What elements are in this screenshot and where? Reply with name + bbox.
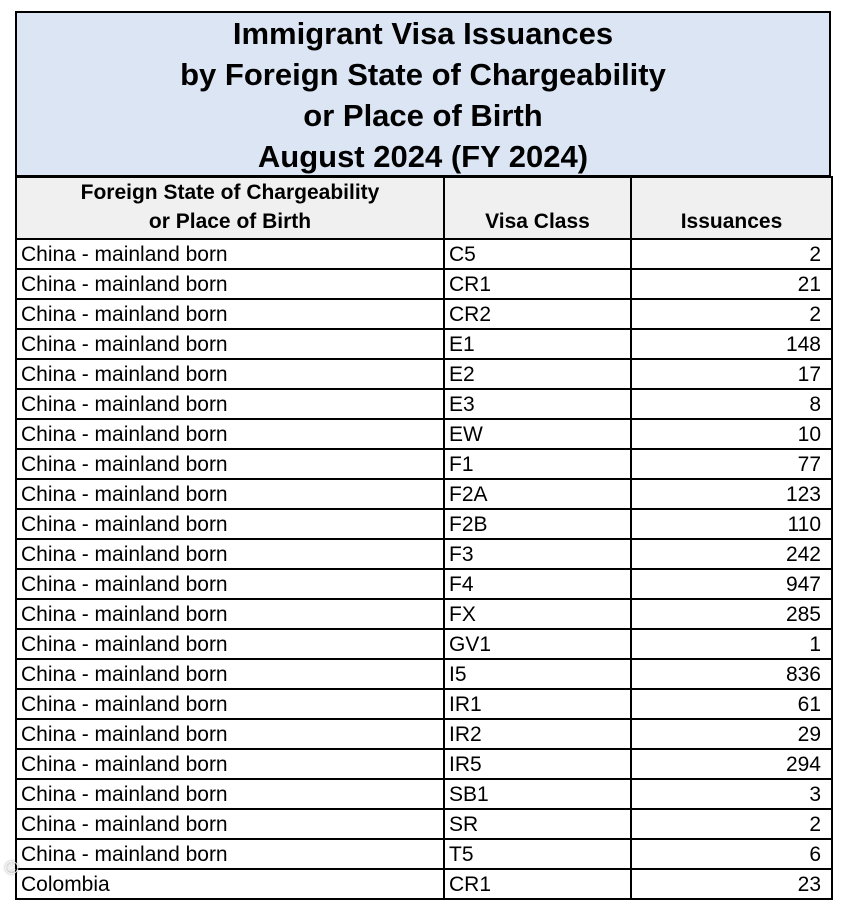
cell-issuances: 285 xyxy=(631,599,832,629)
table-row xyxy=(16,629,832,659)
cell-place: China - mainland born xyxy=(16,479,444,509)
table-row xyxy=(16,749,832,779)
cell-issuances: 2 xyxy=(631,809,832,839)
cell-visa-class: FX xyxy=(444,599,631,629)
cell-place: China - mainland born xyxy=(16,389,444,419)
table-row xyxy=(16,299,832,329)
cell-issuances: 6 xyxy=(631,839,832,869)
table-row xyxy=(16,449,832,479)
cell-visa-class: F1 xyxy=(444,449,631,479)
cell-place: China - mainland born xyxy=(16,329,444,359)
cell-place: China - mainland born xyxy=(16,299,444,329)
cell-visa-class: I5 xyxy=(444,659,631,689)
cell-place: China - mainland born xyxy=(16,719,444,749)
header-row xyxy=(16,177,832,239)
cell-issuances: 148 xyxy=(631,329,832,359)
table-row xyxy=(16,239,832,269)
cell-place: China - mainland born xyxy=(16,629,444,659)
cell-visa-class: CR2 xyxy=(444,299,631,329)
cell-issuances: 77 xyxy=(631,449,832,479)
cell-issuances: 29 xyxy=(631,719,832,749)
cell-visa-class: E1 xyxy=(444,329,631,359)
cell-place: Colombia xyxy=(16,869,444,899)
table-row xyxy=(16,509,832,539)
cell-visa-class: F3 xyxy=(444,539,631,569)
cell-issuances: 836 xyxy=(631,659,832,689)
cell-issuances: 110 xyxy=(631,509,832,539)
cell-issuances: 3 xyxy=(631,779,832,809)
table-row xyxy=(16,779,832,809)
column-header-place xyxy=(16,177,444,239)
table-row xyxy=(16,269,832,299)
table-row xyxy=(16,659,832,689)
table-row xyxy=(16,569,832,599)
cell-place: China - mainland born xyxy=(16,449,444,479)
cell-visa-class: F4 xyxy=(444,569,631,599)
cell-place: China - mainland born xyxy=(16,809,444,839)
cell-visa-class: E3 xyxy=(444,389,631,419)
table-body xyxy=(16,239,832,899)
cell-visa-class: C5 xyxy=(444,239,631,269)
cell-issuances: 123 xyxy=(631,479,832,509)
table-row xyxy=(16,599,832,629)
cell-place: China - mainland born xyxy=(16,689,444,719)
report-title-line-1: Immigrant Visa Issuances xyxy=(232,16,614,51)
cell-place: China - mainland born xyxy=(16,509,444,539)
cell-place: China - mainland born xyxy=(16,539,444,569)
cell-visa-class: IR5 xyxy=(444,749,631,779)
column-header-visa-class: Visa Class xyxy=(444,177,631,239)
report-title-line-3: or Place of Birth xyxy=(303,98,543,133)
cell-issuances: 61 xyxy=(631,689,832,719)
cell-issuances: 947 xyxy=(631,569,832,599)
cell-visa-class: T5 xyxy=(444,839,631,869)
cell-place: China - mainland born xyxy=(16,599,444,629)
cell-visa-class: F2B xyxy=(444,509,631,539)
cell-place: China - mainland born xyxy=(16,359,444,389)
cell-visa-class: SB1 xyxy=(444,779,631,809)
cell-visa-class: CR1 xyxy=(444,269,631,299)
column-header-place-line-1: Foreign State of Chargeability xyxy=(80,181,380,204)
cell-issuances: 242 xyxy=(631,539,832,569)
cell-visa-class: E2 xyxy=(444,359,631,389)
column-header-place-line-2: or Place of Birth xyxy=(148,210,312,233)
cell-issuances: 8 xyxy=(631,389,832,419)
cell-visa-class: IR2 xyxy=(444,719,631,749)
report-title-box xyxy=(15,11,831,176)
table-row xyxy=(16,419,832,449)
cell-issuances: 2 xyxy=(631,299,832,329)
cell-place: China - mainland born xyxy=(16,239,444,269)
cell-visa-class: IR1 xyxy=(444,689,631,719)
table-row xyxy=(16,689,832,719)
table-row xyxy=(16,839,832,869)
cell-place: China - mainland born xyxy=(16,659,444,689)
cell-issuances: 21 xyxy=(631,269,832,299)
cell-visa-class: CR1 xyxy=(444,869,631,899)
issuance-table xyxy=(15,176,833,900)
visa-issuance-sheet xyxy=(15,11,831,900)
cell-issuances: 23 xyxy=(631,869,832,899)
cell-visa-class: EW xyxy=(444,419,631,449)
table-row xyxy=(16,539,832,569)
cell-issuances: 10 xyxy=(631,419,832,449)
table-row xyxy=(16,809,832,839)
cell-visa-class: SR xyxy=(444,809,631,839)
report-title-line-2: by Foreign State of Chargeability xyxy=(180,57,666,92)
cell-issuances: 2 xyxy=(631,239,832,269)
table-header xyxy=(16,177,832,239)
cell-place: China - mainland born xyxy=(16,749,444,779)
table-row xyxy=(16,329,832,359)
table-row xyxy=(16,869,832,899)
table-row xyxy=(16,479,832,509)
cell-issuances: 294 xyxy=(631,749,832,779)
cell-visa-class: GV1 xyxy=(444,629,631,659)
cell-issuances: 17 xyxy=(631,359,832,389)
table-row xyxy=(16,359,832,389)
watermark-text: ☺ xyxy=(4,859,20,877)
cell-place: China - mainland born xyxy=(16,779,444,809)
cell-visa-class: F2A xyxy=(444,479,631,509)
table-row xyxy=(16,719,832,749)
cell-place: China - mainland born xyxy=(16,569,444,599)
cell-issuances: 1 xyxy=(631,629,832,659)
cell-place: China - mainland born xyxy=(16,839,444,869)
cell-place: China - mainland born xyxy=(16,419,444,449)
report-title-line-4: August 2024 (FY 2024) xyxy=(257,139,589,174)
cell-place: China - mainland born xyxy=(16,269,444,299)
column-header-issuances: Issuances xyxy=(631,177,832,239)
table-row xyxy=(16,389,832,419)
